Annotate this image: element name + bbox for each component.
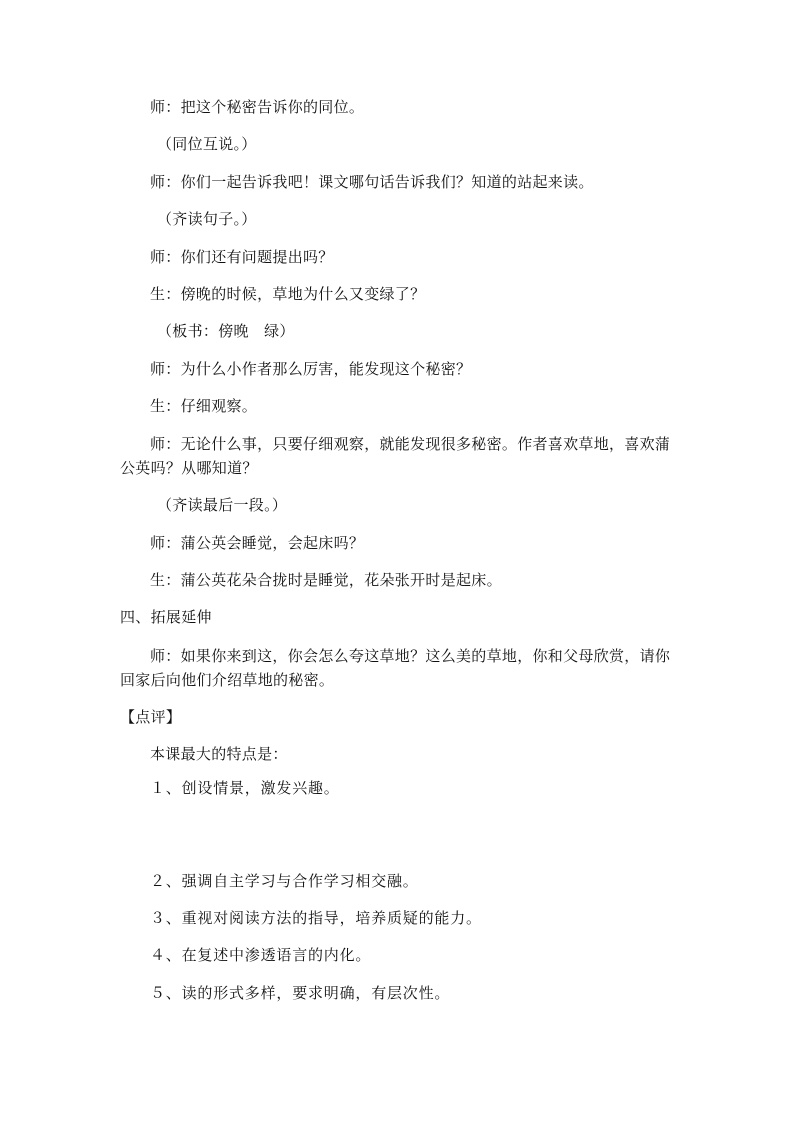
dialogue-line: 生：仔细观察。 <box>150 397 258 415</box>
section-heading: 四、拓展延伸 <box>120 608 212 626</box>
dialogue-line: 师：为什么小作者那么厉害，能发现这个秘密？ <box>150 360 472 378</box>
dialogue-line: 师：你们一起告诉我吧！课文哪句话告诉我们？知道的站起来读。 <box>150 173 594 191</box>
list-item: ２、强调自主学习与合作学习相交融。 <box>150 872 419 890</box>
dialogue-line: 师：蒲公英会睡觉，会起床吗？ <box>150 534 365 552</box>
stage-direction: （齐读最后一段。） <box>157 496 288 514</box>
list-item: ５、读的形式多样，要求明确，有层次性。 <box>150 984 451 1002</box>
stage-direction: （齐读句子。） <box>157 210 257 228</box>
dialogue-paragraph: 师：无论什么事，只要仔细观察，就能发现很多秘密。作者喜欢草地，喜欢蒲公英吗？从哪知道？ <box>120 435 671 477</box>
comment-intro: 本课最大的特点是： <box>150 745 288 763</box>
list-item: ４、在复述中渗透语言的内化。 <box>150 946 372 964</box>
dialogue-paragraph: 师：如果你来到这，你会怎么夸这草地？这么美的草地，你和父母欣赏，请你回家后向他们介绍草地的秘密。 <box>120 647 671 689</box>
comment-heading: 【点评】 <box>120 708 182 726</box>
dialogue-line: 师：把这个秘密告诉你的同位。 <box>150 98 365 116</box>
dialogue-line: 生：傍晚的时候，草地为什么又变绿了？ <box>150 285 426 303</box>
dialogue-line: 师：你们还有问题提出吗？ <box>150 248 334 266</box>
dialogue-line: 生：蒲公英花朵合拢时是睡觉，花朵张开时是起床。 <box>150 571 502 589</box>
list-item: １、创设情景，激发兴趣。 <box>150 779 340 797</box>
list-item: ３、重视对阅读方法的指导，培养质疑的能力。 <box>150 909 482 927</box>
stage-direction: （同位互说。） <box>157 135 257 153</box>
board-note: （板书：傍晚 绿） <box>157 322 295 340</box>
